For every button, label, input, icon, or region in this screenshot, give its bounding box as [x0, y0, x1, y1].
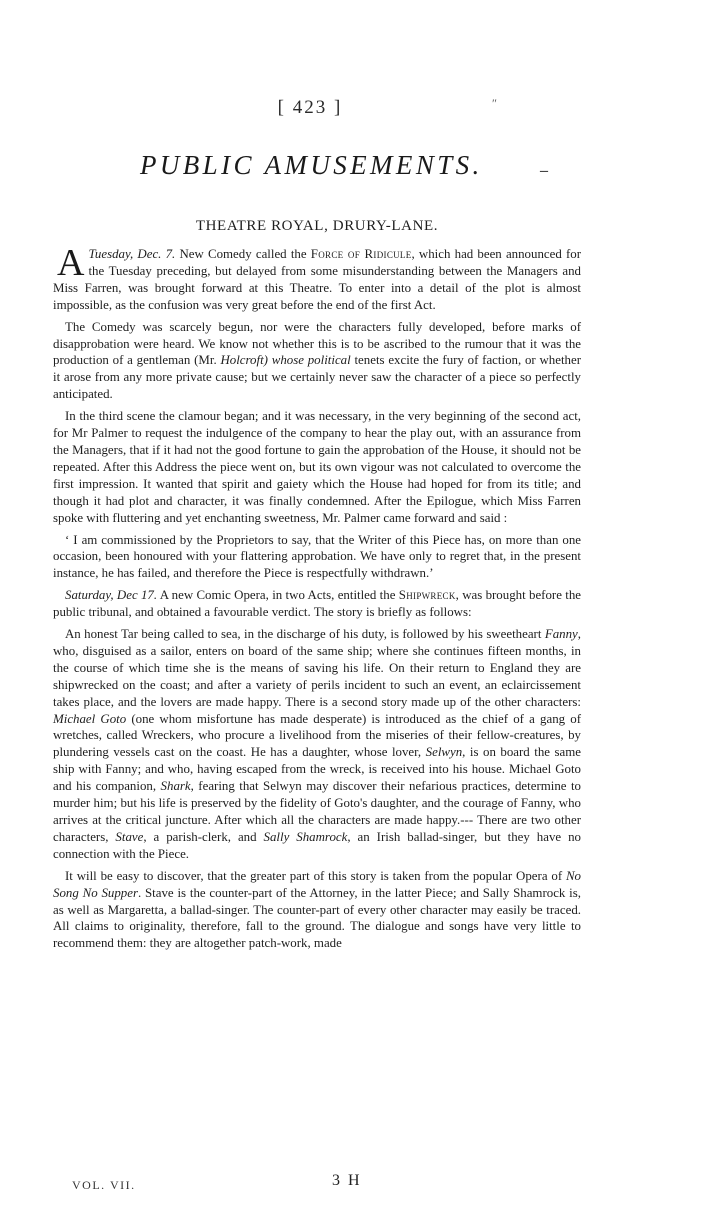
paragraph-text: , was brought before the public tribunal, and obtained a favourable verdict. The story is briefly as follows:: [53, 588, 581, 620]
paragraph-text: New Comedy called the: [179, 247, 311, 261]
play-title: Force of Ridicule: [310, 247, 412, 261]
paragraph-text: It will be easy to discover, that the greater part of this story is taken from the popular Opera of: [65, 868, 566, 883]
paragraph-text: An honest Tar being called to sea, in the discharge of his duty, is followed by his sweetheart: [65, 627, 545, 642]
paragraph-text: A new Comic Opera, in two Acts, entitled the: [157, 588, 399, 603]
article-body: [53, 242, 582, 957]
paragraph-7: [53, 868, 581, 953]
paragraph-text: , who, disguised as a sailor, enters on board of the same ship; where she continues fifteen months, in the course of which time she is the means of saving his life. On their return to England they are shipwrecked on the coast; and after a variety of perils incident to such an event, an eclaircissement takes place, and the lovers are made happy. There is a second story made up of the other characters:: [53, 627, 581, 709]
signature-mark: 3 H: [332, 1172, 362, 1189]
paragraph-text: . Stave is the counter-part of the Attorney, in the latter Piece; and Sally Shamrock is, as well as Margaretta, a ballad-singer. The counter-part of every other character may easily be traced. All claims to originality, therefore, fall to the ground. The dialogue and songs have very little to recommend them: they are altogether patch-work, made: [53, 885, 581, 951]
character-name: Michael Goto: [53, 711, 127, 726]
dateline-dec-17: Saturday, Dec 17.: [65, 588, 158, 603]
character-name: Selwyn: [425, 745, 463, 760]
paragraph-text: , an Irish ballad-singer, but they have no connection with the Piece.: [53, 829, 581, 861]
paragraph-text: , which had been announced for the Tuesday preceding, but delayed from some misunderstanding between the Managers and Miss Farren, was brought forward at this Theatre. To enter into a detail of the plot is almost impossible, as the confusion was very great before the end of the first Act.: [53, 247, 582, 312]
volume-label: VOL. VII.: [72, 1178, 136, 1192]
character-name: Shark: [160, 779, 191, 794]
dateline-dec-7: Tuesday, Dec. 7.: [88, 247, 176, 261]
paragraph-1: [53, 242, 582, 314]
paragraph-6: [53, 626, 581, 863]
paragraph-text: The Comedy was scarcely begun, nor were the characters fully developed, before marks of disapprobation were heard. We know not whether this is to be ascribed to the rumour that it was the production of a gentleman (Mr.: [53, 319, 581, 368]
character-name: Stave: [115, 829, 144, 844]
section-title: PUBLIC AMUSEMENTS.: [140, 150, 483, 180]
paragraph-text: , is on board the same ship with Fanny; and who, having escaped from the wreck, is received into his house. Michael Goto and his companion,: [53, 745, 581, 794]
theatre-heading: THEATRE ROYAL, DRURY-LANE.: [195, 218, 439, 234]
character-name: Fanny: [544, 627, 578, 642]
paragraph-text: , a parish-clerk, and: [143, 829, 264, 844]
play-title: No Song No Supper: [53, 868, 581, 900]
stray-dash: –: [540, 162, 548, 179]
paragraph-text: tenets excite the fury of faction, or whether it arose from any more private cause; but we certainly never saw the character of a piece so perfectly anticipated.: [53, 353, 581, 402]
paragraph-text: (one whom misfortune has made desperate) is introduced as the chief of a gang of wretches, called Wreckers, who procure a livelihood from the miseries of their fellow-creatures, by plundering vessels cast on the coast. He has a daughter, whose lover,: [53, 711, 581, 760]
character-name: Sally Shamrock: [263, 829, 348, 844]
paragraph-3: In the third scene the clamour began; and it was necessary, in the very beginning of the second act, for Mr Palmer to request the indulgence of the company to hear the play out, with an assurance from the Managers, that if it had not the good fortune to gain the approbation of the House, it should not be repeated. After this Address the piece went on, but its own vigour was not calculated to overcome the first impression. It wanted that spirit and gaiety which the House had hoped for from its title; and though it had plot and character, it was finally condemned. After the Epilogue, which Miss Farren spoke with fluttering and yet enchanting sweetness, Mr. Palmer came forward and said :: [53, 409, 581, 525]
stray-mark: ″: [492, 96, 497, 110]
play-title: Shipwreck: [398, 588, 456, 603]
paragraph-2: [53, 319, 581, 404]
paragraph-text: , fearing that Selwyn may discover their nefarious practices, determine to murder him; but his life is preserved by the fidelity of Goto's daughter, and the courage of Fanny, who arrives at the critical juncture. After which all the characters are made happy.--- There are two other characters,: [53, 779, 581, 844]
drop-cap: A: [57, 242, 85, 284]
paragraph-4-quotation: ‘ I am commissioned by the Proprietors to say, that the Writer of this Piece has, on more than one occasion, been honoured with your flattering approbation. We have only to regret that, in the present instance, he has failed, and therefore the Piece is respectfully withdrawn.’: [53, 532, 581, 581]
page-number: [ 423 ]: [277, 97, 343, 118]
paragraph-5: [53, 587, 581, 621]
italic-text: Holcroft) whose political: [220, 353, 351, 368]
